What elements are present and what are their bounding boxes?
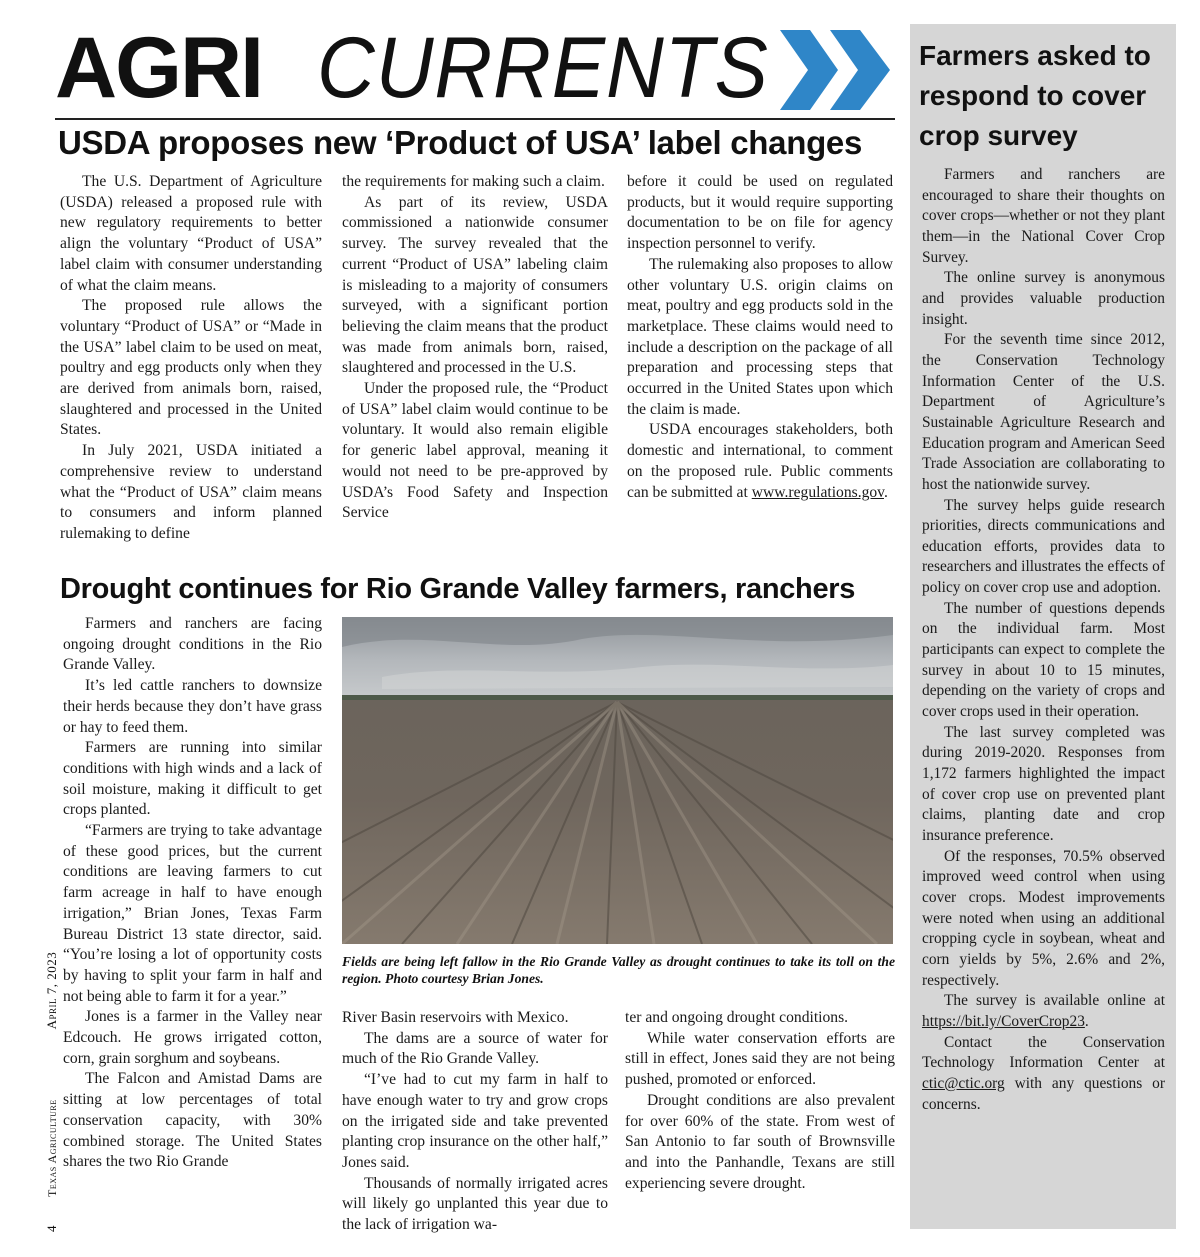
paragraph: For the seventh time since 2012, the Conservation Technology Information Center of the U.S. Department of Agriculture’s Sustainable Agriculture Research and Education program and American Seed Trade Association are collaborating to host the nationwide survey. <box>922 331 1165 493</box>
paragraph-text: USDA encourages stakeholders, both domestic and international, to comment on the proposed rule. Public comments can be submitted at <box>627 421 893 501</box>
paragraph-text: Contact the Conservation Technology Information Center at <box>922 1033 1165 1072</box>
paragraph <box>627 420 893 503</box>
paragraph: The Falcon and Amistad Dams are sitting at low percentages of total conservation capacity, with 30% combined storage. The United States shares the two Rio Grande <box>63 1070 322 1171</box>
paragraph: Jones is a farmer in the Valley near Edcouch. He grows irrigated cotton, corn, grain sorghum and soybeans. <box>63 1008 322 1067</box>
paragraph: The online survey is anonymous and provides valuable production insight. <box>922 269 1165 328</box>
masthead-rule <box>55 118 895 120</box>
article1-column-3 <box>627 172 893 503</box>
publication-name: Texas Agriculture <box>45 1099 59 1197</box>
regulations-link[interactable]: www.regulations.gov <box>751 483 884 501</box>
paragraph: Thousands of normally irrigated acres will likely go unplanted this year due to the lack of irrigation wa- <box>342 1174 608 1234</box>
paragraph: The number of questions depends on the individual farm. Most participants can expect to complete the survey in about 10 to 15 minutes, depending on the variety of crops and cover crops used in their operation. <box>922 599 1165 721</box>
photo-caption: Fields are being left fallow in the Rio Grande Valley as drought continues to take its toll on the region. Photo courtesy Brian Jones. <box>342 954 895 986</box>
paragraph: Under the proposed rule, the “Product of USA” label claim would continue to be voluntary. It would also remain eligible for generic label approval, meaning it would not need to be pre-approved by USDA’s Food Safety and Inspection Service <box>342 380 608 522</box>
masthead <box>55 20 895 120</box>
paragraph: The rulemaking also proposes to allow other voluntary U.S. origin claims on meat, poultry and egg products sold in the marketplace. These claims would need to include a description on the package of all preparation and processing steps that occurred in the United States upon which the claim is made. <box>627 255 893 418</box>
paragraph: Farmers and ranchers are facing ongoing drought conditions in the Rio Grande Valley. <box>63 615 322 674</box>
paragraph: The proposed rule allows the voluntary “Product of USA” or “Made in the USA” label claim to be used on meat, poultry and egg products only when they are derived from animals born, raised, slaughtered and processed in the United States. <box>60 297 322 439</box>
sidebar-title: Farmers asked to respond to cover crop survey <box>919 40 1151 151</box>
paragraph <box>922 991 1165 1032</box>
article2-column-2 <box>342 1008 608 1236</box>
paragraph-text: with any questions or concerns. <box>922 1074 1165 1113</box>
paragraph: before it could be used on regulated products, but it would require supporting documentation to be on file for agency inspection personnel to verify. <box>627 173 893 253</box>
page-folio <box>44 952 60 1232</box>
paragraph: “I’ve had to cut my farm in half to have enough water to try and grow crops on the irrigated side and take prevented planting crop insurance on the other half,” Jones said. <box>342 1071 608 1171</box>
paragraph: The U.S. Department of Agriculture (USDA) released a proposed rule with new regulatory requirements to better align the voluntary “Product of USA” label claim with consumer understanding of what the claim means. <box>60 173 322 294</box>
double-chevron-icon <box>780 30 895 110</box>
fallow-field-photo <box>342 617 893 944</box>
paragraph <box>922 1033 1165 1116</box>
article1-column-2 <box>342 172 608 524</box>
paragraph: As part of its review, USDA commissioned a nationwide consumer survey. The survey revealed that the current “Product of USA” labeling claim is misleading to a majority of consumers surveyed, with a significant portion believing the claim means that the product was made from animals born, raised, slaughtered and processed in the U.S. <box>342 193 608 377</box>
paragraph: Farmers and ranchers are encouraged to share their thoughts on cover crops—whether or not they plant them—in the National Cover Crop Survey. <box>922 166 1165 266</box>
punctuation: . <box>1084 1012 1089 1030</box>
paragraph: The survey helps guide research priorities, directs communications and education efforts, provides data to researchers and illustrates the effects of policy on cover crop use and adoption. <box>922 496 1165 597</box>
article2-column-3 <box>625 1008 895 1194</box>
paragraph: The dams are a source of water for much of the Rio Grande Valley. <box>342 1029 608 1068</box>
sidebar-body <box>922 165 1165 1115</box>
paragraph: While water conservation efforts are still in effect, Jones said they are not being pushed, promoted or enforced. <box>625 1029 895 1089</box>
article2-column-1 <box>63 614 322 1173</box>
issue-date: April 7, 2023 <box>44 951 59 1030</box>
paragraph: Drought conditions are also prevalent for over 60% of the state. From west of San Antonio to far south of Brownsville and into the Panhandle, Texans are still experiencing severe drought. <box>625 1091 895 1192</box>
paragraph-text: The survey is available online at <box>944 992 1165 1010</box>
paragraph: “Farmers are trying to take advantage of these good prices, but the current conditions are leaving farmers to cut farm acreage in half to have enough irrigation,” Brian Jones, Texas Farm Bureau District 13 state director, said. “You’re losing a lot of opportunity costs by having to split your farm in half and not being able to farm it for a year.” <box>63 822 322 1005</box>
survey-link[interactable]: https://bit.ly/CoverCrop23 <box>922 1012 1085 1030</box>
masthead-currents: CURRENTS <box>317 20 769 116</box>
headline-drought: Drought continues for Rio Grande Valley farmers, ranchers <box>60 573 856 605</box>
sidebar-cover-crop <box>910 24 1176 1229</box>
paragraph: River Basin reservoirs with Mexico. <box>342 1009 569 1026</box>
paragraph: Of the responses, 70.5% observed improved weed control when using cover crops. Modest improvements were noted when using an additional cropping cycle in soybean, wheat and corn yields by 5%, 2.6% and 2%, respectively. <box>922 847 1165 989</box>
contact-email-link[interactable]: ctic@ctic.org <box>922 1074 1005 1092</box>
paragraph: the requirements for making such a claim. <box>342 173 605 190</box>
paragraph: In July 2021, USDA initiated a comprehensive review to understand what the “Product of USA” claim means to consumers and inform planned rulemaking to define <box>60 442 322 542</box>
headline-product-of-usa: USDA proposes new ‘Product of USA’ label changes <box>58 124 863 161</box>
paragraph: ter and ongoing drought conditions. <box>625 1009 849 1026</box>
punctuation: . <box>883 483 888 501</box>
masthead-agri: AGRI <box>55 20 262 116</box>
page-number: 4 <box>44 1225 59 1232</box>
article1-column-1 <box>60 172 322 545</box>
paragraph: The last survey completed was during 2019-2020. Responses from 1,172 farmers highlighted the impact of cover crop use on prevented plant claims, planting date and crop insurance preference. <box>922 723 1165 844</box>
paragraph: Farmers are running into similar conditions with high winds and a lack of soil moisture, making it difficult to get crops planted. <box>63 739 322 819</box>
paragraph: It’s led cattle ranchers to downsize their herds because they don’t have grass or hay to feed them. <box>63 677 322 736</box>
